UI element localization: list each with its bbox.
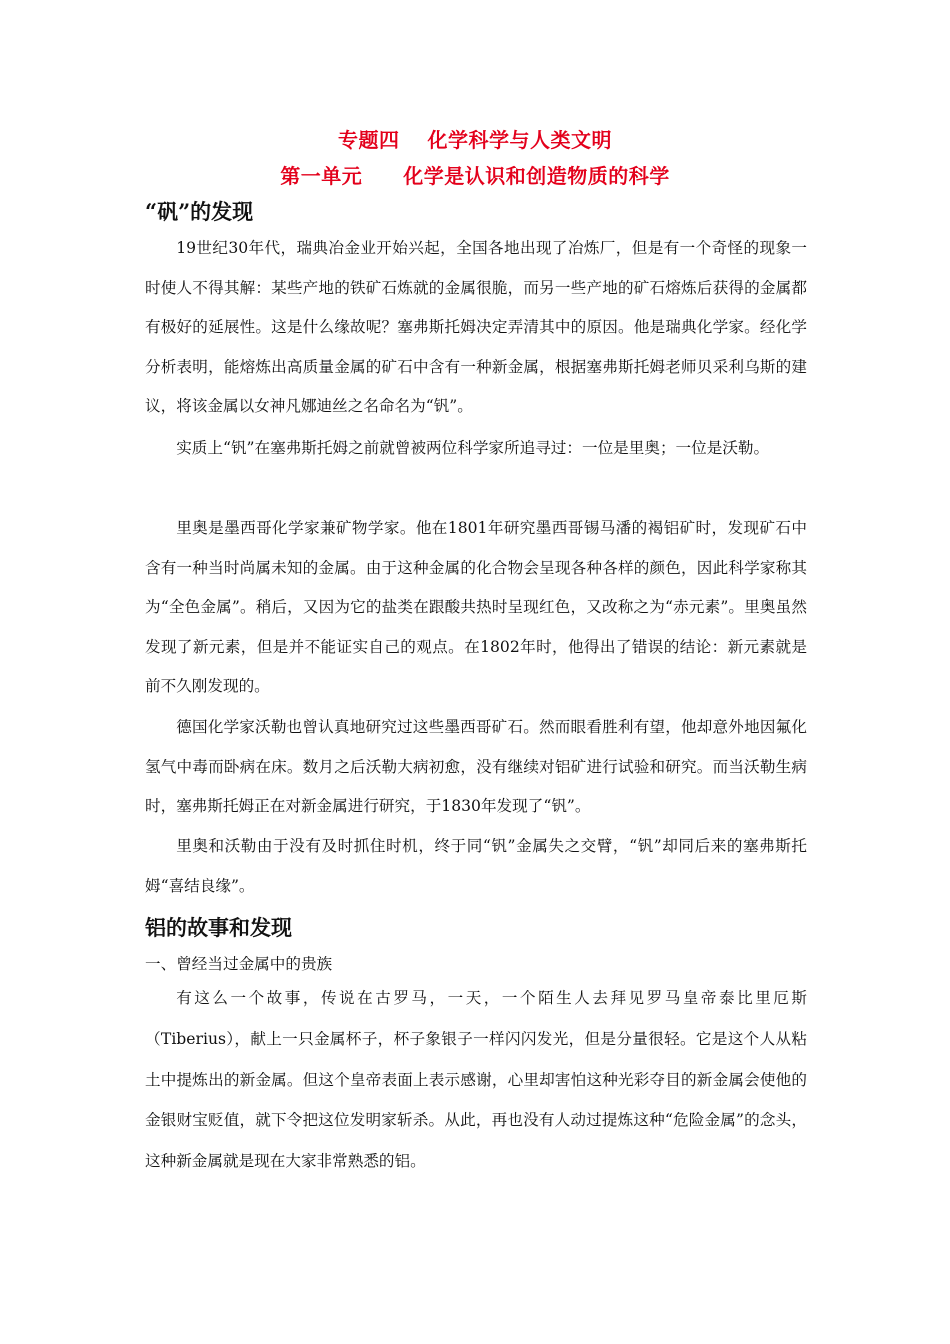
paragraph-3: 里奥是墨西哥化学家兼矿物学家。他在1801年研究墨西哥锡马潘的褐铝矿时，发现矿石中含有一种当时尚属未知的金属。由于这种金属的化合物会呈现各种各样的颜色，因此科学家称其为“全色金属”。稍后，又因为它的盐类在跟酸共热时呈现红色，又改称之为“赤元素”。里奥虽然发现了新元素，但是并不能证实自己的观点。在1802年时，他得出了错误的结论：新元素就是前不久刚发现的。 [145,519,807,696]
title-topic: 专题四 化学科学与人类文明 [338,128,612,152]
subheading-aluminum: 一、曾经当过金属中的贵族 [145,955,333,973]
title-unit: 第一单元 化学是认识和创造物质的科学 [280,164,670,188]
paragraph-4: 德国化学家沃勒也曾认真地研究过这些墨西哥矿石。然而眼看胜利有望，他却意外地因氟化氢气中毒而卧病在床。数月之后沃勒大病初愈，没有继续对铝矿进行试验和研究。而当沃勒生病时，塞弗斯托姆正在对新金属进行研究，于1830年发现了“钒”。 [145,718,807,816]
paragraph-2: 实质上“钒”在塞弗斯托姆之前就曾被两位科学家所追寻过：一位是里奥；一位是沃勒。 [176,439,770,457]
paragraph-aluminum: 有这么一个故事，传说在古罗马，一天，一个陌生人去拜见罗马皇帝泰比里厄斯（Tiberius），献上一只金属杯子，杯子象银子一样闪闪发光，但是分量很轻。它是这个人从粘土中提炼出的新金属。但这个皇帝表面上表示感谢，心里却害怕这种光彩夺目的新金属会使他的金银财宝贬值，就下令把这位发明家斩杀。从此，再也没有人动过提炼这种“危险金属”的念头，这种新金属就是现在大家非常熟悉的铝。 [145,989,807,1171]
heading-aluminum: 铝的故事和发现 [145,915,292,940]
paragraph-5: 里奥和沃勒由于没有及时抓住时机，终于同“钒”金属失之交臂，“钒”却同后来的塞弗斯托姆“喜结良缘”。 [145,837,807,895]
paragraph-1: 19世纪30年代，瑞典冶金业开始兴起，全国各地出现了冶炼厂，但是有一个奇怪的现象一时使人不得其解：某些产地的铁矿石炼就的金属很脆，而另一些产地的矿石熔炼后获得的金属都有极好的延展性。这是什么缘故呢？塞弗斯托姆决定弄清其中的原因。他是瑞典化学家。经化学分析表明，能熔炼出高质量金属的矿石中含有一种新金属，根据塞弗斯托姆老师贝采利乌斯的建议，将该金属以女神凡娜迪丝之名命名为“钒”。 [145,239,807,416]
heading-vanadium: “矾”的发现 [145,199,254,224]
